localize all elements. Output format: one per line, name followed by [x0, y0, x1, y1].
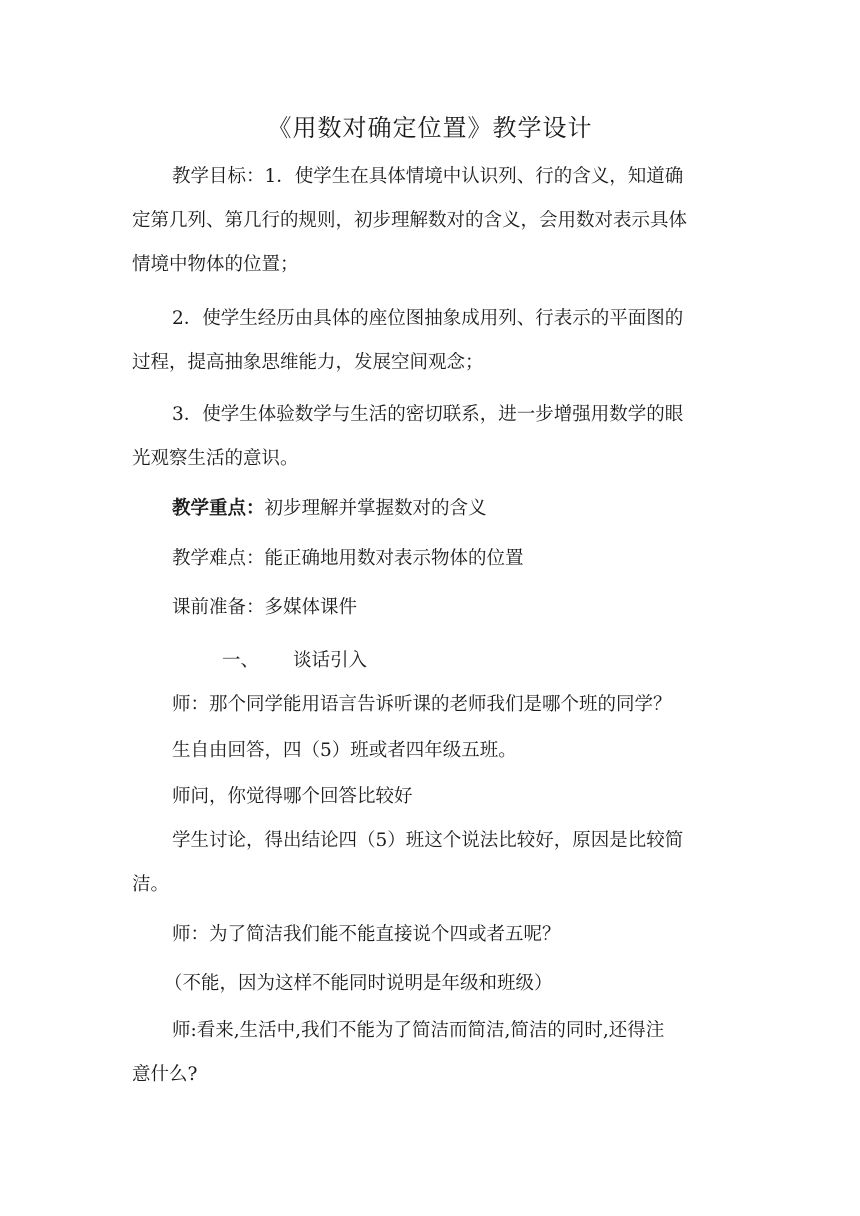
dialogue-paragraph-4 — [132, 819, 732, 907]
dialogue-line-4a: 学生讨论，得出结论四（5）班这个说法比较好，原因是比较简 — [172, 830, 684, 851]
teaching-objectives-paragraph — [132, 155, 732, 287]
dialogue-line-1: 师：那个同学能用语言告诉听课的老师我们是哪个班的同学？ — [172, 694, 672, 715]
dialogue-paragraph-3 — [132, 775, 732, 819]
dialogue-paragraph-5 — [132, 913, 732, 957]
document-title: 《用数对确定位置》教学设计 — [267, 114, 593, 142]
dialogue-line-3: 师问，你觉得哪个回答比较好 — [172, 786, 413, 807]
dialogue-line-5: 师：为了简洁我们能不能直接说个四或者五呢？ — [172, 924, 561, 945]
objective-3-line-2: 光观察生活的意识。 — [132, 448, 299, 469]
dialogue-line-7a: 师:看来,生活中,我们不能为了简洁而简洁,简洁的同时,还得注 — [172, 1020, 665, 1041]
dialogue-line-7b: 意什么? — [132, 1064, 198, 1085]
section-1-number: 一、 — [222, 650, 260, 671]
dialogue-paragraph-1 — [132, 683, 732, 727]
dialogue-paragraph-7 — [132, 1009, 732, 1097]
objective-3-line-1: 3．使学生体验数学与生活的密切联系，进一步增强用数学的眼 — [172, 404, 684, 425]
dialogue-paragraph-6 — [132, 962, 732, 1006]
difficulty-paragraph — [132, 537, 732, 581]
key-point-label: 教学重点： — [172, 498, 265, 519]
section-1-title: 谈话引入 — [293, 650, 368, 671]
section-1-heading-line — [132, 639, 732, 683]
key-point-text: 初步理解并掌握数对的含义 — [264, 498, 487, 519]
objective-3-paragraph — [132, 393, 732, 481]
objectives-line-3: 情境中物体的位置； — [132, 254, 299, 275]
key-point-line — [132, 487, 732, 531]
difficulty-line: 教学难点：能正确地用数对表示物体的位置 — [172, 548, 524, 569]
objectives-line-2: 定第几列、第几行的规则，初步理解数对的含义，会用数对表示具体 — [132, 210, 688, 231]
objective-2-line-1: 2．使学生经历由具体的座位图抽象成用列、行表示的平面图的 — [172, 308, 684, 329]
objective-2-line-2: 过程，提高抽象思维能力，发展空间观念； — [132, 352, 484, 373]
preparation-paragraph — [132, 586, 732, 630]
key-point-paragraph — [132, 487, 732, 531]
preparation-line: 课前准备：多媒体课件 — [172, 597, 358, 618]
dialogue-line-2: 生自由回答，四（5）班或者四年级五班。 — [172, 740, 517, 761]
dialogue-line-6: （不能，因为这样不能同时说明是年级和班级） — [164, 973, 553, 994]
dialogue-paragraph-2 — [132, 729, 732, 773]
objectives-line-1: 教学目标：1．使学生在具体情境中认识列、行的含义，知道确 — [172, 166, 684, 187]
section-1-heading — [132, 639, 732, 683]
dialogue-line-4b: 洁。 — [132, 874, 170, 895]
objective-2-paragraph — [132, 297, 732, 385]
